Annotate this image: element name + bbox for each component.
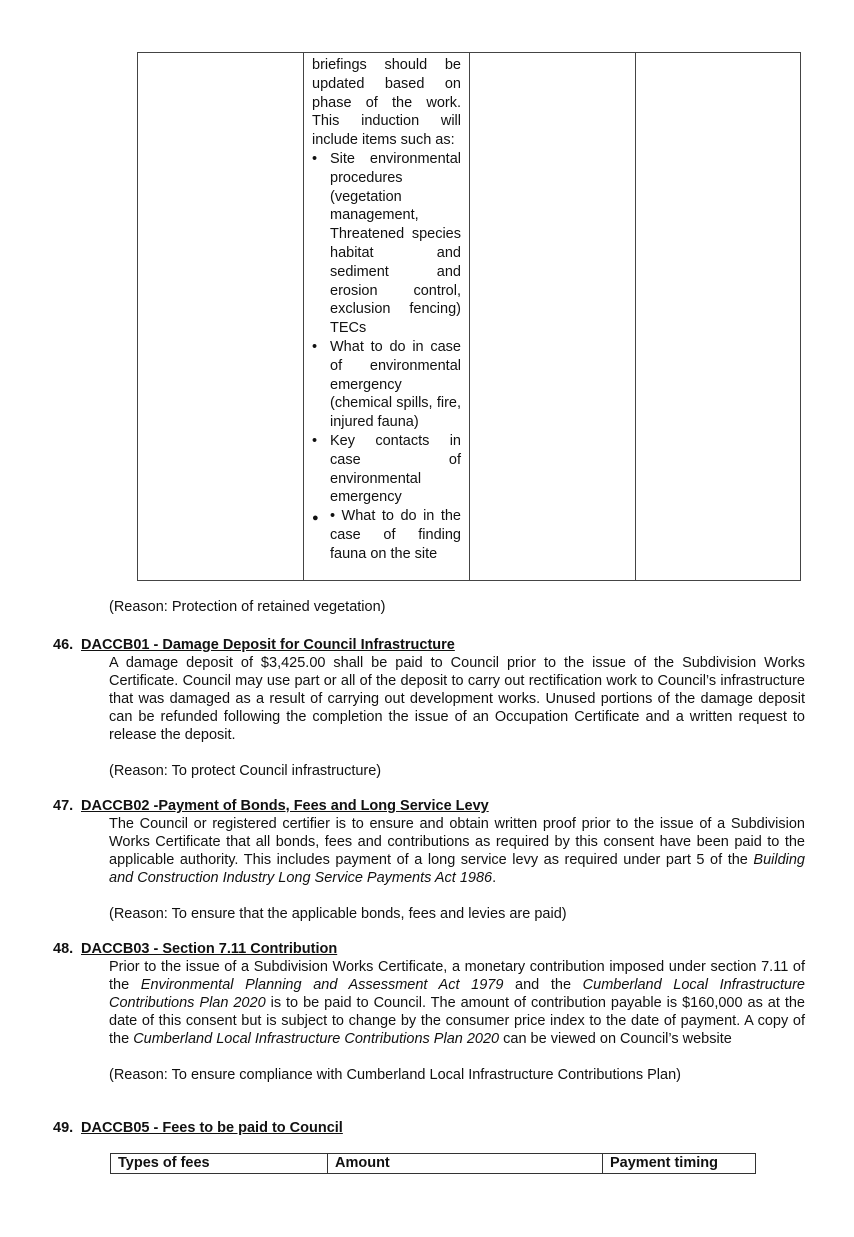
- table-cell-induction: [304, 53, 470, 581]
- condition-heading: 46. DACCB01 - Damage Deposit for Council Infrastructure: [53, 637, 455, 653]
- table-cell-empty: [138, 53, 304, 581]
- condition-47: [53, 797, 805, 923]
- condition-heading: 48. DACCB03 - Section 7.11 Contribution: [53, 941, 338, 957]
- condition-48: [53, 940, 805, 1084]
- condition-46: [53, 636, 805, 780]
- table-header-row: [111, 1154, 756, 1174]
- induction-intro: briefings should be updated based on phase of the work. This induction will include items such as:: [312, 57, 461, 149]
- condition-heading: 47. DACCB02 -Payment of Bonds, Fees and Long Service Levy: [53, 798, 489, 814]
- list-item: • Site environmental procedures (vegetation management, Threatened species habitat and sediment and erosion control, exclusion fencing) TECs: [312, 150, 461, 337]
- list-item: ● • What to do in the case of finding fauna on the site: [312, 508, 461, 562]
- column-header: Payment timing: [603, 1154, 756, 1174]
- list-item: • What to do in case of environmental emergency (chemical spills, fire, injured fauna): [312, 338, 461, 431]
- condition-heading: 49. DACCB05 - Fees to be paid to Council: [53, 1120, 343, 1136]
- column-header: Types of fees: [111, 1154, 328, 1174]
- column-header: Amount: [328, 1154, 603, 1174]
- table-cell-empty: [470, 53, 636, 581]
- reason-text: (Reason: To ensure that the applicable bonds, fees and levies are paid): [109, 906, 567, 922]
- condition-body: A damage deposit of $3,425.00 shall be paid to Council prior to the issue of the Subdivision Works Certificate. Council may use part or all of the deposit to carry out rectification work to Council’s infrastructure that was damaged as a result of carrying out development works. Unused portions of the damage deposit can be refunded following the completion the issue of an Occupation Certificate and a written request to release the deposit.: [109, 655, 805, 743]
- continued-conditions-table: [137, 52, 801, 581]
- induction-bullet-list: [312, 150, 461, 564]
- reason-text: (Reason: Protection of retained vegetation): [109, 599, 386, 615]
- table-row: [138, 53, 801, 581]
- reason-text: (Reason: To ensure compliance with Cumberland Local Infrastructure Contributions Plan): [109, 1067, 681, 1083]
- table-cell-empty: [636, 53, 801, 581]
- condition-49: [53, 1119, 805, 1137]
- condition-body: The Council or registered certifier is to ensure and obtain written proof prior to the issue of a Subdivision Works Certificate that all bonds, fees and contributions as required by this consent have been paid to the applicable authority. This includes payment of a long service levy as required under part 5 of the Building and Construction Industry Long Service Payments Act 1986.: [109, 816, 805, 886]
- reason-text: (Reason: To protect Council infrastructure): [109, 763, 382, 779]
- fees-table: [110, 1153, 756, 1174]
- list-item: • Key contacts in case of environmental emergency: [312, 432, 461, 506]
- condition-body: Prior to the issue of a Subdivision Works Certificate, a monetary contribution imposed under section 7.11 of the Environmental Planning and Assessment Act 1979 and the Cumberland Local Infrastructure Contributions Plan 2020 is to be paid to Council. The amount of contribution payable is $160,000 as at the date of this consent but is subject to change by the consumer price index to the date of payment. A copy of the Cumberland Local Infrastructure Contributions Plan 2020 can be viewed on Council’s website: [109, 959, 805, 1047]
